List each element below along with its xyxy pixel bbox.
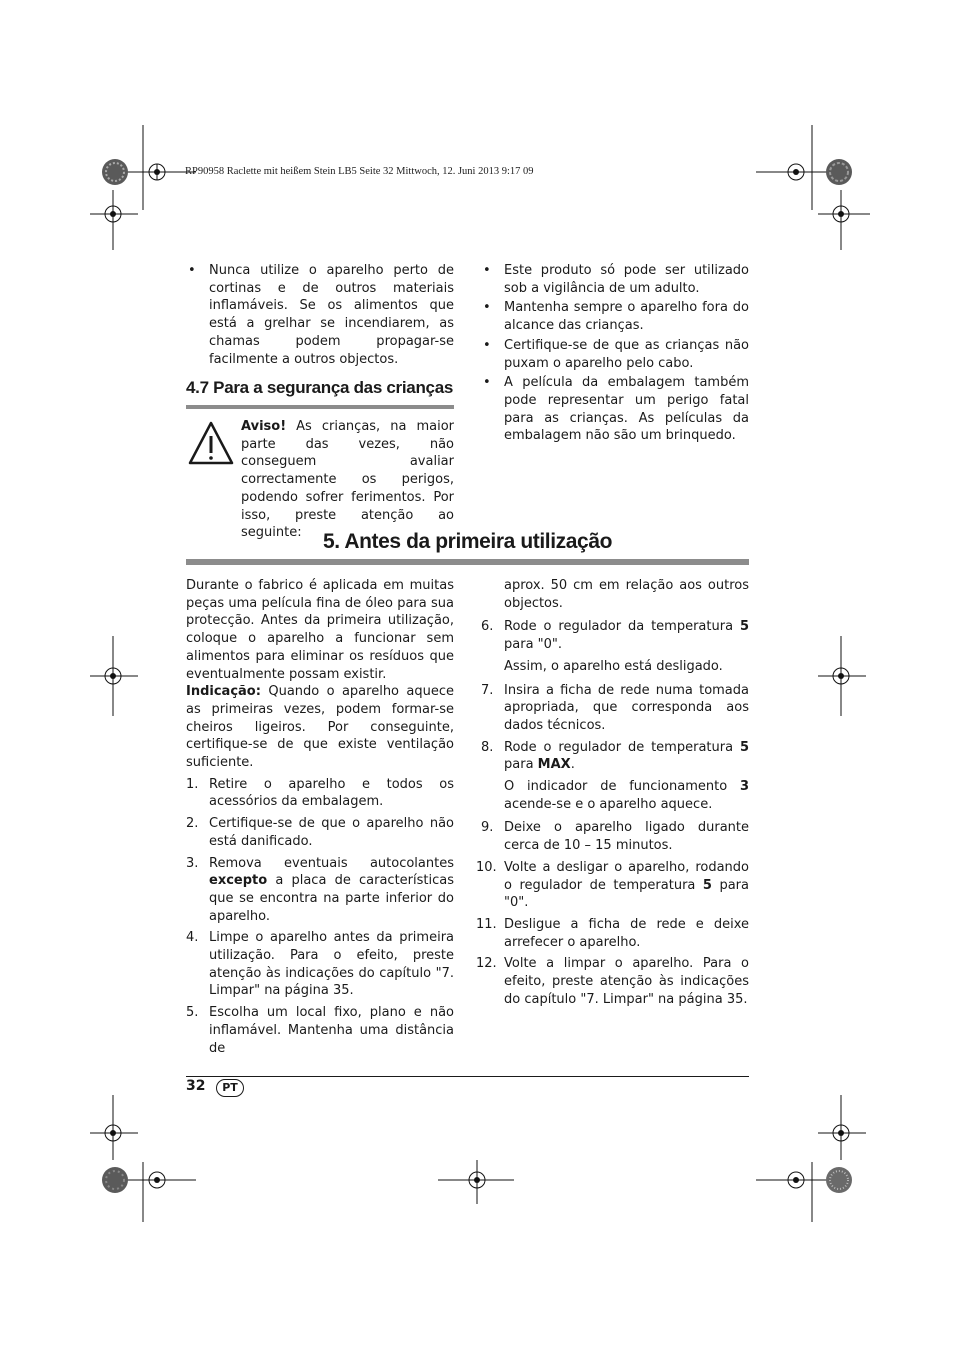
color-wheel-icon <box>826 159 852 185</box>
step-text: para "0". <box>504 877 749 911</box>
registration-mark-icon <box>818 636 866 716</box>
registration-mark-icon <box>818 1095 866 1160</box>
page-number: 32 <box>186 1078 206 1094</box>
step-number: 2. <box>186 816 199 832</box>
list-item <box>186 815 454 850</box>
warning-triangle-icon <box>187 420 235 466</box>
list-item <box>481 819 749 854</box>
note-paragraph <box>186 683 454 772</box>
list-item: • Mantenha sempre o aparelho fora do alcance das crianças. <box>481 299 749 334</box>
step-text: Insira a ficha de rede numa tomada apropriada, que corresponda aos dados técnicos. <box>504 682 749 733</box>
step-number: 3. <box>186 855 199 871</box>
steps-list <box>186 776 454 1058</box>
section-heading-5: 5. Antes da primeira utilização <box>322 530 613 553</box>
step-text: Certifique-se de que o aparelho não está danificado. <box>209 816 454 849</box>
registration-mark-icon <box>756 125 830 210</box>
color-wheel-icon <box>102 1167 128 1193</box>
step-number: 5. <box>186 1005 199 1021</box>
step-note-text: acende-se e o aparelho aquece. <box>504 796 713 812</box>
heading-rule <box>186 559 749 565</box>
color-wheel-icon <box>826 1167 852 1193</box>
step-text: Volte a desligar o aparelho, rodando o regulador de temperatura <box>504 859 749 893</box>
registration-mark-icon <box>818 190 870 250</box>
list-item: • Este produto só pode ser utilizado sob a vigilância de um adulto. <box>481 262 749 297</box>
step-note <box>481 778 749 813</box>
step-text: para "0". <box>504 637 563 653</box>
language-badge: PT <box>216 1079 244 1097</box>
step-number: 7. <box>481 682 494 698</box>
step-number: 12. <box>476 956 497 972</box>
warning-body: As crianças, na maior parte das vezes, não conseguem avaliar correctamente os perigos, podendo sofrer ferimentos. Por isso, preste atenção ao seguinte: <box>241 419 454 541</box>
step-emphasis: 5 <box>739 619 749 635</box>
step-text: Volte a limpar o aparelho. Para o efeito, preste atenção às indicações do capítulo "7. Limpar" na página 35. <box>504 956 749 1007</box>
list-item: • Certifique-se de que as crianças não puxam o aparelho pelo cabo. <box>481 337 749 372</box>
heading-rule <box>186 405 454 409</box>
step-number: 11. <box>476 916 497 932</box>
step-text: Escolha um local fixo, plano e não inflamável. Mantenha uma distância de <box>209 1005 454 1056</box>
registration-mark-icon <box>120 1162 196 1222</box>
bullet-list <box>186 262 454 368</box>
list-item <box>476 916 749 951</box>
registration-mark-icon <box>438 1160 514 1204</box>
list-item <box>186 929 454 1000</box>
step-note-text: O indicador de funcionamento <box>504 779 740 795</box>
step-number: 10. <box>476 859 497 875</box>
step-number: 1. <box>186 776 199 792</box>
list-item <box>481 618 749 653</box>
top-right-column <box>481 262 749 447</box>
intro-paragraph: Durante o fabrico é aplicada em muitas peças uma película fina de óleo para sua protecção. Antes da primeira utilização, coloque o aparelho a funcionar sem alimentos para eliminar os resíduos que eventualmente possam existir. <box>186 578 454 682</box>
step-emphasis: excepto <box>209 873 268 889</box>
list-item <box>186 776 454 811</box>
steps-list <box>481 682 749 775</box>
registration-mark-icon <box>90 636 138 716</box>
section-5-left-column <box>186 577 454 1059</box>
step-number: 9. <box>481 820 494 836</box>
print-header: RP90958 Raclette mit heißem Stein LB5 Seite 32 Mittwoch, 12. Juni 2013 9:17 09 <box>185 166 534 177</box>
note-label: Indicação: <box>186 684 261 700</box>
list-item <box>476 955 749 1008</box>
list-item: • A película da embalagem também pode representar um perigo fatal para as crianças. As películas da embalagem não são um brinquedo. <box>481 374 749 445</box>
warning-text <box>241 418 454 542</box>
step-note: Assim, o aparelho está desligado. <box>504 658 723 674</box>
registration-mark-icon <box>90 190 138 250</box>
step-text: Retire o aparelho e todos os acessórios da embalagem. <box>209 776 454 810</box>
step-text: Rode o regulador de temperatura <box>504 739 740 755</box>
step-continuation: aprox. 50 cm em relação aos outros objectos. <box>504 578 749 611</box>
list-item <box>481 682 749 735</box>
list-item: • Nunca utilize o aparelho perto de cortinas e de outros materiais inflamáveis. Se os alimentos que está a grelhar se incendiarem, as chamas podem propagar-se facilmente a outros objectos. <box>186 262 454 368</box>
step-emphasis: 5 <box>739 739 749 755</box>
warning-label: Aviso! <box>241 419 287 434</box>
bullet-list <box>481 262 749 445</box>
registration-mark-icon <box>90 1095 138 1160</box>
step-text: Deixe o aparelho ligado durante cerca de 10 – 15 minutos. <box>504 820 749 854</box>
list-item <box>186 1004 454 1057</box>
step-number: 4. <box>186 930 199 946</box>
step-text: Rode o regulador da temperatura <box>504 619 740 635</box>
step-text: Limpe o aparelho antes da primeira utilização. Para o efeito, preste atenção às indicações do capítulo "7. Limpar" na página 35. <box>209 930 454 999</box>
section-heading-4-7: 4.7 Para a segurança das crianças <box>186 378 453 397</box>
step-emphasis: MAX <box>537 757 571 773</box>
list-item <box>481 739 749 774</box>
registration-mark-icon <box>756 1162 830 1222</box>
step-text: . <box>570 757 575 773</box>
step-text: para <box>504 757 538 773</box>
list-item <box>476 859 749 912</box>
list-item <box>186 855 454 926</box>
top-left-column <box>186 262 454 370</box>
step-emphasis: 5 <box>702 877 712 893</box>
step-text: Remova eventuais autocolantes <box>209 855 454 871</box>
step-number: 6. <box>481 619 494 635</box>
steps-list <box>481 618 749 653</box>
step-text: Desligue a ficha de rede e deixe arrefecer o aparelho. <box>504 916 749 950</box>
steps-list <box>476 819 749 1008</box>
note-body: Quando o aparelho aquece as primeiras vezes, podem formar-se cheiros ligeiros. Por conseguinte, certifique-se de que existe ventilação suficiente. <box>186 684 454 771</box>
step-number: 8. <box>481 739 494 755</box>
step-text: a placa de características que se encontra na parte inferior do aparelho. <box>209 873 454 924</box>
color-wheel-icon <box>102 159 128 185</box>
section-5-right-column <box>476 577 749 1010</box>
footer-rule <box>186 1076 749 1077</box>
step-emphasis: 3 <box>739 779 749 795</box>
